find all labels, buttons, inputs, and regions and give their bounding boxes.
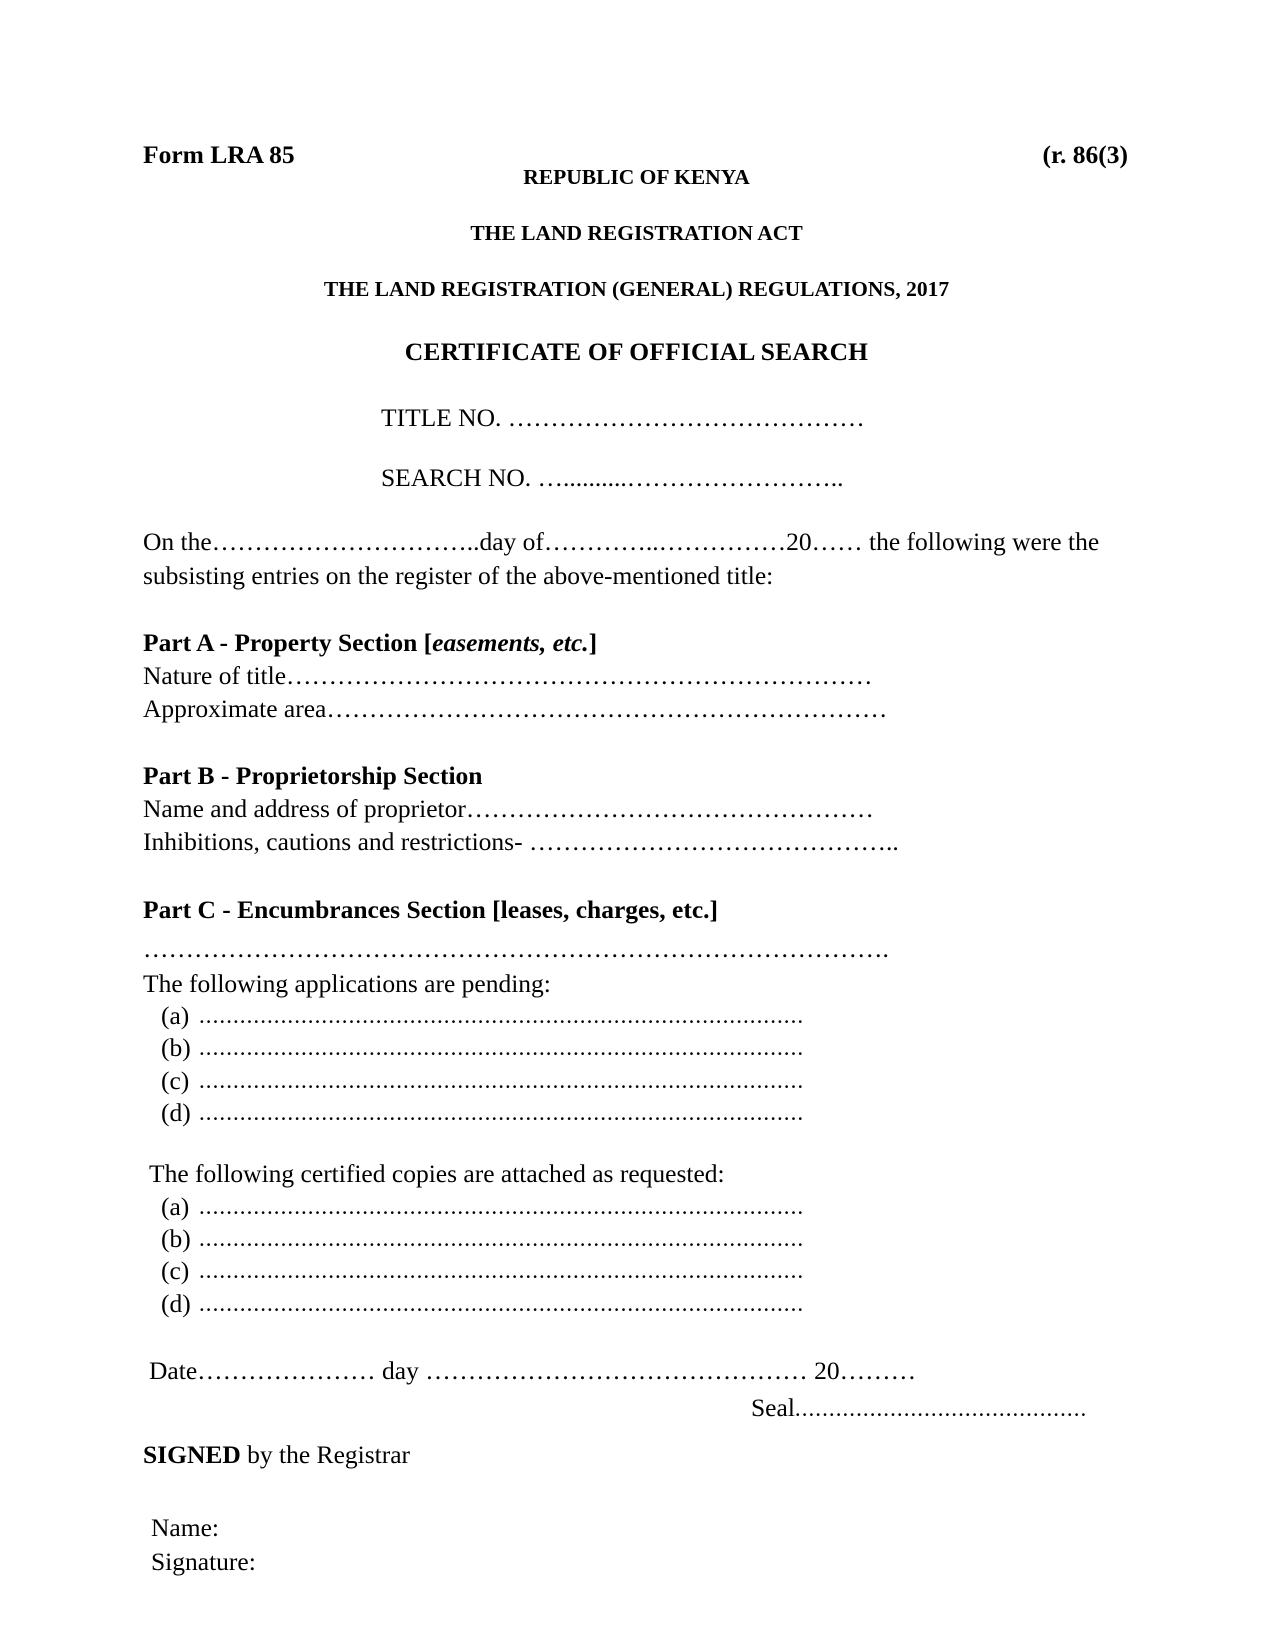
signed-by-registrar [143,1438,1130,1471]
item-label: (b) [161,1223,191,1253]
item-dotted-line[interactable]: ......................................................................................... [199,1002,805,1028]
act-heading: THE LAND REGISTRATION ACT [470,221,803,246]
list-item [143,1065,1130,1097]
part-a-heading [143,626,1130,659]
seal-label: Seal [751,1393,795,1423]
pending-applications-list [143,1000,1130,1130]
item-dotted-line[interactable]: ......................................................................................... [199,1067,805,1093]
item-label: (b) [161,1033,191,1063]
pending-applications-label: The following applications are pending: [143,968,551,998]
search-no-field: SEARCH NO. …..........…………………….. [381,463,844,493]
rule-reference: (r. 86(3) [1042,140,1128,169]
country-heading: REPUBLIC OF KENYA [523,165,750,190]
list-item [143,1223,1130,1255]
part-b-heading: Part B - Proprietorship Section [143,761,483,791]
item-dotted-line[interactable]: ......................................................................................... [199,1258,805,1284]
item-label: (c) [161,1256,190,1286]
list-item [143,1032,1130,1064]
item-dotted-line[interactable]: ......................................................................................... [199,1035,805,1061]
proprietor-field: Name and address of proprietor………………………………………… [143,794,874,824]
item-dotted-line[interactable]: ......................................................................................... [199,1193,805,1219]
inhibitions-field: Inhibitions, cautions and restrictions- …………………………………….. [143,827,899,857]
list-item [143,1191,1130,1223]
part-a-heading-italic: easements, etc. [432,627,589,657]
item-dotted-line[interactable]: ......................................................................................... [199,1290,805,1316]
regulations-heading: THE LAND REGISTRATION (GENERAL) REGULATIONS, 2017 [323,277,950,302]
list-item [143,1097,1130,1129]
part-c-blank-line: ……………………………………………………………………………. [143,933,889,963]
item-dotted-line[interactable]: ......................................................................................... [199,1100,805,1126]
item-label: (a) [161,1000,190,1030]
list-item [143,1288,1130,1320]
list-item [143,1000,1130,1032]
approximate-area-field: Approximate area………………………………………………………… [143,693,888,723]
nature-of-title-field: Nature of title…………………………………………………………… [143,660,873,690]
signature-label: Signature: [151,1546,256,1576]
name-label: Name: [151,1513,219,1543]
item-dotted-line[interactable]: ......................................................................................... [199,1225,805,1251]
item-label: (d) [161,1288,191,1318]
title-no-field: TITLE NO. …………………………………… [381,403,865,433]
certified-copies-list [143,1191,1130,1321]
seal-field [143,1391,1130,1424]
item-label: (c) [161,1065,190,1095]
part-a-heading-suffix: ] [588,627,598,657]
part-a-heading-prefix: Part A - Property Section [ [143,627,433,657]
certified-copies-label: The following certified copies are attached as requested: [149,1159,725,1189]
list-item [143,1255,1130,1287]
seal-dotted-line[interactable]: ........................................... [794,1396,1088,1422]
section-spacer [143,1129,1130,1157]
signed-keyword: SIGNED [143,1440,241,1470]
document-title: CERTIFICATE OF OFFICIAL SEARCH [404,336,869,366]
intro-paragraph: On the…………………………..day of…………..……………20…… the following were the subsisting entries on the register of the above-mentioned title: [143,527,1100,590]
item-label: (d) [161,1098,191,1128]
form-number: Form LRA 85 [143,140,295,169]
date-field: Date………………… day ……………………………………… 20……… [149,1356,917,1386]
signed-remainder: by the Registrar [240,1440,411,1470]
part-c-heading: Part C - Encumbrances Section [leases, charges, etc.] [143,894,719,924]
item-label: (a) [161,1191,190,1221]
